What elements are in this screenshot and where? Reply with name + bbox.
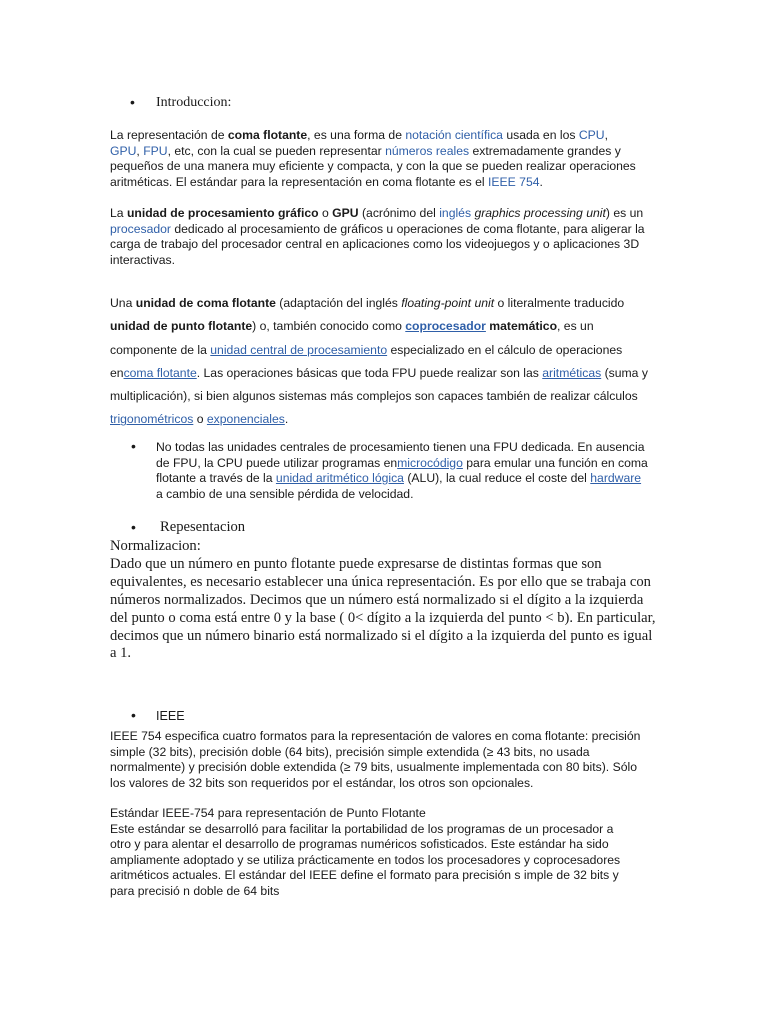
link-notacion-cientifica[interactable]: notación científica xyxy=(405,128,503,142)
bullet-dot: • xyxy=(131,707,136,723)
bullet-fpu-note xyxy=(156,440,651,502)
link-microcodigo[interactable]: microcódigo xyxy=(397,455,463,470)
link-exponenciales[interactable]: exponenciales xyxy=(206,412,285,427)
link-unidad-central[interactable]: unidad central de procesamiento xyxy=(210,342,388,357)
ieee-text: IEEE 754 especifica cuatro formatos para la representación de valores en coma flotante: precisión simple (32 bits), precisión doble (64 bits), precisión simple extendida (≥ 43 bits, no usada normalmente) y precisión doble extendida (≥ 79 bits, usualmente implementada con 80 bits). Sólo los valores de 32 bits son requeridos por el estándar, los otros son opcionales. xyxy=(110,729,641,790)
text: para emular una función en coma flotante a través de la xyxy=(156,455,648,486)
text: usada en los xyxy=(502,128,579,142)
normalizacion-text: Dado que un número en punto flotante puede expresarse de distintas formas que son equivalentes, es necesario establecer una única representación. Es por ello que se trabaja con números normalizados. Decimos que un número está normalizado si el dígito a la izquierda del punto o coma está entre 0 y la base ( 0< dígito a la izquierda del punto < b). En particular, decimos que un número binario está normalizado si el dígito a la izquierda del punto es igual a 1. xyxy=(110,555,656,662)
estandar-title: Estándar IEEE-754 para representación de Punto Flotante xyxy=(110,806,426,820)
paragraph-gpu xyxy=(110,206,650,268)
bold-term: GPU xyxy=(332,206,359,220)
bold-term: unidad de punto flotante xyxy=(110,319,253,334)
text: , xyxy=(604,128,608,142)
estandar-section xyxy=(110,806,630,900)
italic-term: graphics processing unit xyxy=(474,206,606,220)
bold-term: unidad de procesamiento gráfico xyxy=(126,206,319,220)
text: (ALU), la cual reduce el coste del xyxy=(403,471,591,486)
link-ingles[interactable]: inglés xyxy=(439,206,472,220)
link-fpu[interactable]: FPU xyxy=(143,143,168,158)
link-gpu[interactable]: GPU xyxy=(110,143,137,158)
repres-heading-text: Repesentacion xyxy=(160,519,246,535)
paragraph-coma-flotante xyxy=(110,128,640,190)
text: ) es un xyxy=(605,206,644,220)
text: Una xyxy=(110,296,136,310)
link-trigonometricos[interactable]: trigonométricos xyxy=(110,412,194,427)
text: . Las operaciones básicas que toda FPU puede realizar son las xyxy=(196,365,543,380)
text: o xyxy=(318,206,333,220)
link-ieee-754[interactable]: IEEE 754 xyxy=(488,174,540,189)
text: ) o, también conocido como xyxy=(252,319,406,334)
text: . xyxy=(284,412,289,427)
bold-term: unidad de coma flotante xyxy=(135,296,276,310)
normalizacion-title: Normalizacion: xyxy=(110,538,201,554)
ieee-heading-text: IEEE xyxy=(156,709,185,723)
text: , es una forma de xyxy=(307,128,406,142)
text: a cambio de una sensible pérdida de velocidad. xyxy=(156,486,414,501)
bold-term: coma flotante xyxy=(227,128,308,142)
link-hardware[interactable]: hardware xyxy=(590,471,642,486)
bold-term: matemático xyxy=(489,319,558,334)
text: o literalmente traducido xyxy=(494,296,625,310)
repres-heading xyxy=(160,520,700,536)
text: La representación de xyxy=(110,128,228,142)
ieee-paragraph xyxy=(110,729,648,791)
link-coprocesador[interactable]: coprocesador xyxy=(405,319,486,334)
text: especializado en el cálculo de operaciones en xyxy=(110,342,623,380)
text: dedicado al procesamiento de gráficos u operaciones de coma flotante, para aligerar la carga de trabajo del procesador central en aplicaciones como los videojuegos y o aplicaciones 3D interactivas. xyxy=(110,221,645,267)
text: , es un componente de la xyxy=(110,319,594,357)
text: o xyxy=(193,412,207,427)
text: extremadamente grandes y pequeños de una manera muy eficiente y compacta, y con la que se pueden realizar operaciones aritméticas. El estándar para la representación en coma flotante es el xyxy=(110,143,636,189)
text: (adaptación del inglés xyxy=(275,296,402,310)
text: , etc, con la cual se pueden representar xyxy=(167,143,386,158)
link-cpu[interactable]: CPU xyxy=(578,128,605,142)
text: (acrónimo del xyxy=(358,206,440,220)
link-procesador[interactable]: procesador xyxy=(110,221,171,236)
normalizacion-section xyxy=(110,538,660,663)
link-aritmeticas[interactable]: aritméticas xyxy=(542,365,602,380)
text: No todas las unidades centrales de procesamiento tienen una FPU dedicada. En ausencia de FPU, la CPU puede utilizar programas en xyxy=(156,440,645,470)
bullet-dot: • xyxy=(130,94,135,110)
intro-heading xyxy=(156,95,696,111)
paragraph-fpu xyxy=(110,292,655,432)
bullet-dot: • xyxy=(131,519,136,535)
link-coma-flotante[interactable]: coma flotante xyxy=(123,365,197,380)
text: , xyxy=(136,143,144,158)
bullet-dot: • xyxy=(131,438,136,454)
link-numeros-reales[interactable]: números reales xyxy=(385,143,470,158)
text: (suma y multiplicación), si bien algunos sistemas más complejos son capaces también de realizar cálculos xyxy=(110,365,648,404)
estandar-text: Este estándar se desarrolló para facilitar la portabilidad de los programas de un procesador a otro y para alentar el desarrollo de programas numéricos sofisticados. Este estándar ha sido ampliamente adoptado y se utiliza prácticamente en todos los procesadores y coprocesadores aritméticos actuales. El estándar del IEEE define el formato para precisión s imple de 32 bits y para precisió n doble de 64 bits xyxy=(110,821,621,898)
italic-term: floating-point unit xyxy=(401,296,495,310)
ieee-heading xyxy=(156,709,696,725)
link-unidad-aritmetico-logica[interactable]: unidad aritmético lógica xyxy=(275,471,404,486)
text: . xyxy=(539,174,543,189)
text: La xyxy=(110,206,127,220)
intro-heading-text: Introduccion: xyxy=(156,95,232,110)
